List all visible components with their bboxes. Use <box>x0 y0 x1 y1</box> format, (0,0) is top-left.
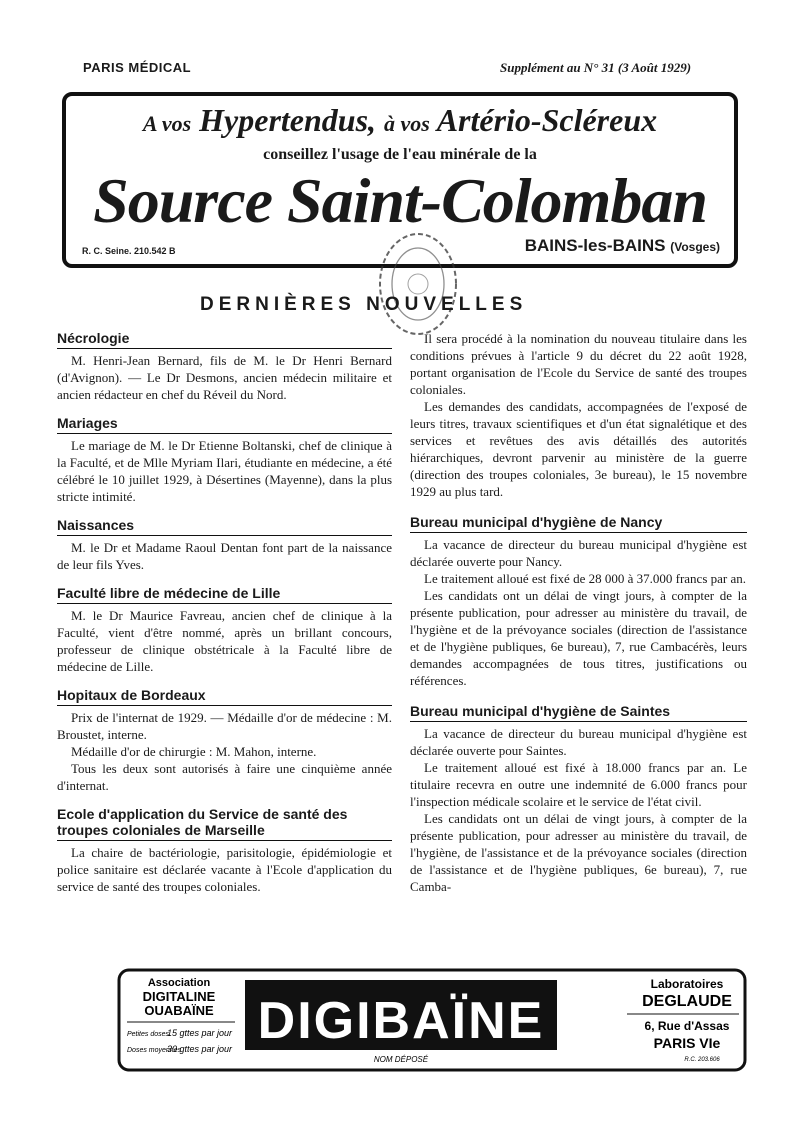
ad-lab2: DEGLAUDE <box>642 993 732 1010</box>
ad-town-region: (Vosges) <box>670 240 720 254</box>
ad-digitaline: DIGITALINE <box>142 989 216 1004</box>
ad-lab1: Laboratoires <box>650 977 724 991</box>
ad-brand: Source Saint-Colomban <box>93 165 707 236</box>
paragraph: Le mariage de M. le Dr Etienne Boltanski, chef de clinique à la Faculté, et de Mlle Myriam Ilari, étudiante en médecine, a été célébré le 10 juillet 1929, à Désertines (Mayenne), dans la plus stricte intimité. <box>57 438 392 504</box>
advertisement-digibaine <box>117 968 747 1072</box>
paragraph: La vacance de directeur du bureau municipal d'hygiène est déclarée ouverte pour Saintes. <box>410 726 747 758</box>
heading-necrologie: Nécrologie <box>57 330 392 349</box>
ad-headline-a: A vos <box>142 111 192 136</box>
ad-addr2: PARIS VIe <box>653 1035 721 1051</box>
ad-town <box>525 236 720 256</box>
ad-addr1: 6, Rue d'Assas <box>644 1019 730 1033</box>
right-column <box>410 330 747 895</box>
ad-headline-b: Hypertendus, <box>199 102 377 138</box>
ad-headline-d: Artério-Scléreux <box>436 102 658 138</box>
ad-dose1-value: 15 gttes par jour <box>167 1028 233 1038</box>
ad-dose1-label: Petites doses <box>127 1031 170 1038</box>
ad-assoc: Association <box>147 977 211 989</box>
ad-rc-bottom: R.C. 203.606 <box>684 1057 720 1063</box>
running-header-journal: PARIS MÉDICAL <box>83 60 192 75</box>
heading-faculte-lille: Faculté libre de médecine de Lille <box>57 585 392 604</box>
running-header-issue: Supplément au N° 31 (3 Août 1929) <box>500 60 692 75</box>
paragraph: M. Henri-Jean Bernard, fils de M. le Dr Henri Bernard (d'Avignon). — Le Dr Desmons, ancien médecin militaire et ancien rédacteur en chef du Réveil du Nord. <box>57 353 392 402</box>
paragraph: La vacance de directeur du bureau municipal d'hygiène est déclarée ouverte pour Nancy. <box>410 537 747 569</box>
section-title: DERNIÈRES NOUVELLES <box>200 294 528 315</box>
ad-town-name: BAINS-les-BAINS <box>524 236 666 255</box>
heading-ecole-application: Ecole d'application du Service de santé des troupes coloniales de Marseille <box>57 806 392 841</box>
ad-dose2-label: Doses moyennes <box>127 1047 182 1054</box>
ad-headline-c: à vos <box>384 111 430 136</box>
heading-bureau-saintes: Bureau municipal d'hygiène de Saintes <box>410 703 747 722</box>
heading-bureau-nancy: Bureau municipal d'hygiène de Nancy <box>410 514 747 533</box>
paragraph: Les candidats ont un délai de vingt jours, à compter de la présente publication, pour adresser au ministère du travail, de l'hygiène et de la prévoyance sociales (direction de l'assistance et de l'hygiène publiques, 6e bureau), 7, rue Cambacérès, leurs demandes accompagnées de tous titres, justifications ou références. <box>410 588 747 688</box>
paragraph: Le traitement alloué est fixé de 28 000 à 37.000 francs par an. <box>424 571 746 586</box>
heading-hopitaux-bordeaux: Hopitaux de Bordeaux <box>57 687 392 706</box>
paragraph: M. le Dr et Madame Raoul Dentan font part de la naissance de leur fils Yves. <box>57 540 392 572</box>
paragraph: Prix de l'internat de 1929. — Médaille d'or de médecine : M. Broustet, interne. <box>57 710 392 742</box>
ad-ouabaine: OUABAÏNE <box>144 1003 214 1018</box>
paragraph: Médaille d'or de chirurgie : M. Mahon, interne. <box>71 744 317 759</box>
ad-dose2-value: 30 gttes par jour <box>167 1044 233 1054</box>
library-stamp-icon <box>372 222 464 340</box>
ad-digibaine-brand: DIGIBAÏNE <box>257 992 545 1050</box>
ad-headline <box>66 102 734 139</box>
paragraph: M. le Dr Maurice Favreau, ancien chef de clinique à la Faculté, vient d'être nommé, après un brillant concours, professeur de clinique obstétricale à la Faculté libre de médecine de Lille. <box>57 608 392 674</box>
ad-registration: R. C. Seine. 210.542 B <box>82 246 176 256</box>
ad-nom-depose: NOM DÉPOSÉ <box>373 1055 429 1064</box>
left-column <box>57 330 392 895</box>
paragraph: Les candidats ont un délai de vingt jours, à compter de la présente publication, pour adresser au ministère du travail, de l'hygiène, de l'assistance et de la prévoyance sociales (direction de l'assistance et de l'hygiène publiques, 6e bureau), 7, rue Camba- <box>410 811 747 894</box>
paragraph: Le traitement alloué est fixé à 18.000 francs par an. Le titulaire recevra en outre une indemnité de 6.000 francs pour l'inspection médicale scolaire et le service de l'état civil. <box>410 760 747 809</box>
heading-mariages: Mariages <box>57 415 392 434</box>
paragraph: La chaire de bactériologie, parisitologie, épidémiologie et police sanitaire est déclarée vacante à l'Ecole d'application du service de santé des troupes coloniales. <box>57 845 392 894</box>
paragraph: Il sera procédé à la nomination du nouveau titulaire dans les conditions prévues à l'article 9 du décret du 22 août 1928, portant organisation de l'Ecole du Service de santé des troupes coloniales. <box>410 331 747 397</box>
heading-naissances: Naissances <box>57 517 392 536</box>
paragraph: Tous les deux sont autorisés à faire une cinquième année d'internat. <box>57 761 392 793</box>
ad-subline: conseillez l'usage de l'eau minérale de la <box>263 146 537 163</box>
paragraph: Les demandes des candidats, accompagnées de l'exposé de leurs titres, travaux scientifiques et d'un état signalétique et des services et revêtues des avis détaillés des autorités hiérarchiques, devront parvenir au ministère de la guerre (direction des troupes coloniales, 3e bureau), le 15 novembre 1929 au plus tard. <box>410 399 747 499</box>
